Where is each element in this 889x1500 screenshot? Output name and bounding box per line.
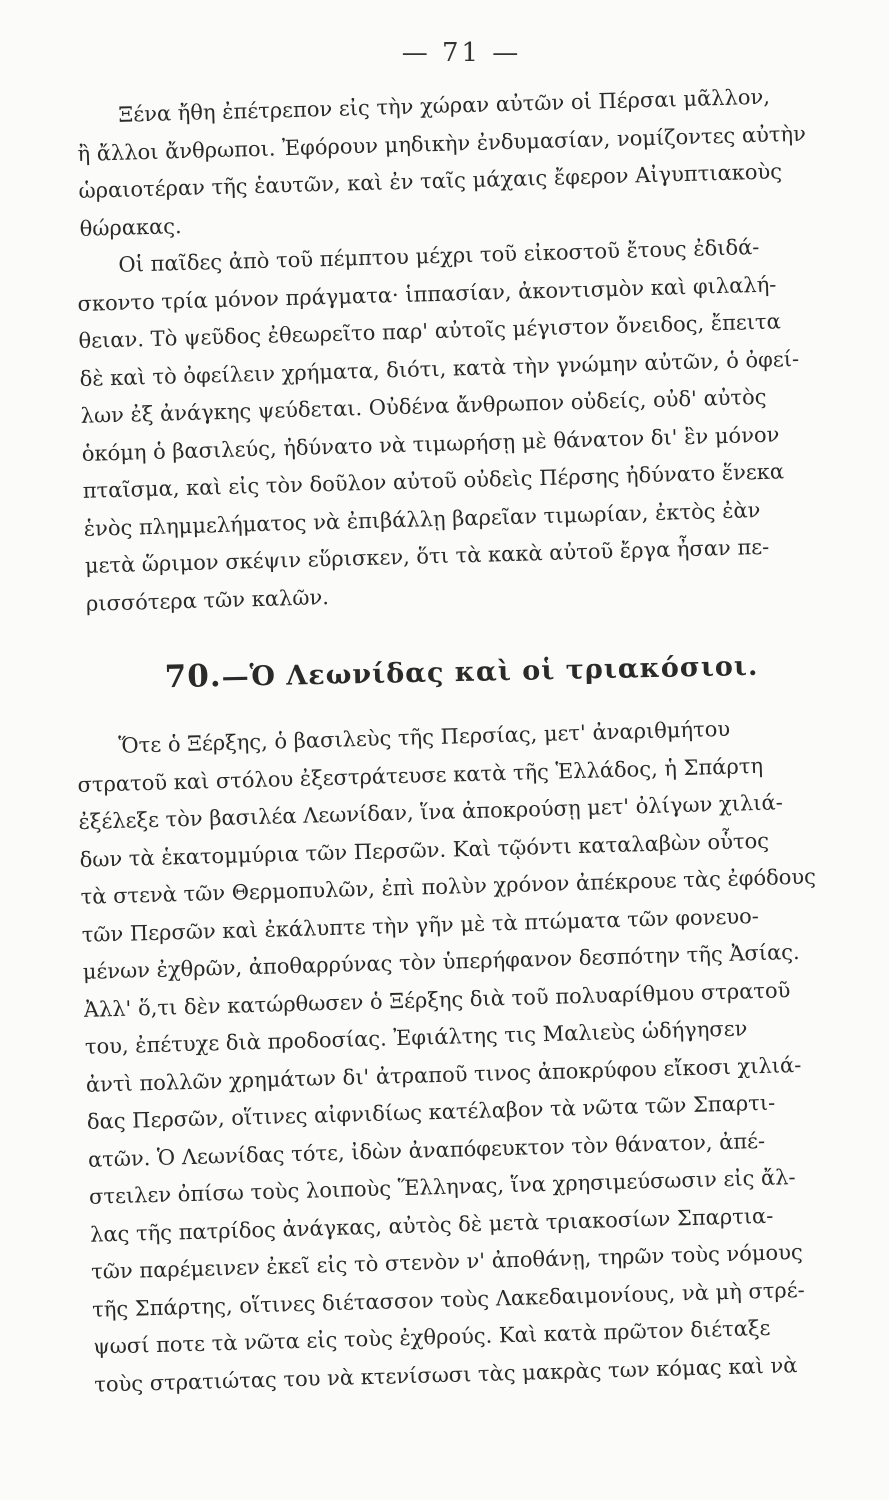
section-title: Ὁ Λεωνίδας καὶ οἱ τριακόσιοι. — [249, 650, 759, 693]
text-line: ψωσί ποτε τὰ νῶτα εἰς τοὺς ἐχθρούς. Καὶ κατὰ πρῶτον διέταξε — [92, 1315, 771, 1359]
text-line: ἀντὶ πολλῶν χρημάτων δι' ἀτραποῦ τινος ἀποκρύφου εἴκοσι χιλιά- — [85, 1052, 802, 1097]
text-line: Ξένα ἤθη ἐπέτρεπον εἰς τὴν χώραν αὐτῶν οἱ Πέρσαι μᾶλλον, — [118, 84, 771, 127]
text-line: δας Περσῶν, οἵτινες αἰφνιδίως κατέλαβον τὰ νῶτα τῶν Σπαρτι- — [86, 1090, 776, 1134]
text-line: ρισσότερα τῶν καλῶν. — [85, 584, 330, 616]
text-line: στρατοῦ καὶ στόλου ἐξεστράτευσε κατὰ τῆς Ἑλλάδος, ἡ Σπάρτη — [77, 753, 764, 797]
text-line: Ὅτε ὁ Ξέρξης, ὁ βασιλεὺς τῆς Περσίας, μετ' ἀναριθμήτου — [118, 716, 731, 758]
text-line: τὰ στενὰ τῶν Θερμοπυλῶν, ἐπὶ πολὺν χρόνον ἀπέκρουε τὰς ἐφόδους — [80, 864, 817, 909]
text-line: πταῖσμα, καὶ εἰς τὸν δοῦλον αὐτοῦ οὐδεὶς Πέρσης ἠδύνατο ἕνεκα — [82, 459, 785, 503]
heading-dash: — — [221, 661, 250, 694]
text-line: δων τὰ ἑκατομμύρια τῶν Περσῶν. Καὶ τῷόντι καταλαβὼν οὗτος — [79, 828, 770, 872]
paragraph-leonidas — [76, 707, 866, 1403]
section-heading — [76, 645, 848, 697]
text-line: τῆς Σπάρτης, οἵτινες διέτασσον τοὺς Λακεδαιμονίους, νὰ μὴ στρέ- — [91, 1277, 806, 1322]
text-line: Οἱ παῖδες ἀπὸ τοῦ πέμπτου μέχρι τοῦ εἰκοστοῦ ἔτους ἐδιδά- — [118, 234, 760, 277]
paragraph-persian-education — [76, 226, 857, 622]
text-line: λας τῆς πατρίδος ἀνάγκας, αὐτὸς δὲ μετὰ τριακοσίων Σπαρτια- — [89, 1203, 774, 1247]
text-line: Ἀλλ' ὅ,τι δὲν κατώρθωσεν ὁ Ξέρξης διὰ τοῦ πολυαρίθμου στρατοῦ — [83, 977, 791, 1022]
text-line: ὁκόμη ὁ βασιλεύς, ἠδύνατο νὰ τιμωρήσῃ μὲ θάνατον δι' ἓν μόνον — [81, 421, 780, 466]
text-line: θειαν. Τὸ ψεῦδος ἐθεωρεῖτο παρ' αὐτοῖς μέγιστον ὄνειδος, ἔπειτα — [78, 309, 782, 353]
text-line: τῶν παρέμεινεν ἐκεῖ εἰς τὸ στενὸν ν' ἀποθάνῃ, τηρῶν τοὺς νόμους — [90, 1239, 803, 1284]
text-line: του, ἐπέτυχε διὰ προδοσίας. Ἐφιάλτης τις Μαλιεὺς ὡδήγησεν — [84, 1016, 748, 1059]
text-line: τοὺς στρατιώτας του νὰ κτενίσωσι τὰς μακρὰς των κόμας καὶ νὰ — [93, 1352, 798, 1397]
text-line: ὡραιοτέραν τῆς ἑαυτῶν, καὶ ἐν ταῖς μάχαις ἔφερον Αἰγυπτιακοὺς — [78, 159, 783, 203]
text-line: τῶν Περσῶν καὶ ἐκάλυπτε τὴν γῆν μὲ τὰ πτώματα τῶν φονευο- — [81, 903, 760, 947]
text-line: δὲ καὶ τὸ ὀφείλειν χρήματα, διότι, κατὰ τὴν γνώμην αὐτῶν, ὁ ὀφεί- — [79, 346, 800, 391]
text-line: ατῶν. Ὁ Λεωνίδας τότε, ἰδὼν ἀναπόφευκτον τὸν θάνατον, ἀπέ- — [87, 1128, 766, 1172]
text-line: στειλεν ὀπίσω τοὺς λοιποὺς Ἕλληνας, ἵνα χρησιμεύσωσιν εἰς ἄλ- — [88, 1165, 796, 1209]
text-line: μένων ἐχθρῶν, ἀποθαρρύνας τὸν ὑπερήφανον δεσπότην τῆς Ἀσίας. — [82, 939, 800, 984]
text-line: ἑνὸς πλημμελήματος νὰ ἐπιβάλλῃ βαρεῖαν τιμωρίαν, ἐκτὸς ἐὰν — [83, 497, 761, 541]
text-line: σκοντο τρία μόνον πράγματα· ἱππασίαν, ἀκοντισμὸν καὶ φιλαλή- — [77, 271, 777, 316]
paragraph-persian-customs — [76, 76, 851, 247]
section-number: 70. — [164, 658, 223, 696]
page-number: — 71 — — [401, 38, 522, 68]
text-line: λων ἐξ ἀνάγκης ψεύδεται. Οὐδένα ἄνθρωπον οὐδείς, οὐδ' αὐτὸς — [80, 384, 767, 428]
text-line: ἢ ἄλλοι ἄνθρωποι. Ἐφόρουν μηδικὴν ἐνδυμασίαν, νομίζοντες αὐτὴν — [77, 121, 807, 166]
text-line: ἐξέλεξε τὸν βασιλέα Λεωνίδαν, ἵνα ἀποκρούσῃ μετ' ὀλίγων χιλιά- — [78, 790, 784, 834]
text-line: μετὰ ὥριμον σκέψιν εὕρισκεν, ὅτι τὰ κακὰ αὐτοῦ ἔργα ἦσαν πε- — [84, 534, 770, 578]
text-line: θώρακας. — [79, 213, 182, 241]
